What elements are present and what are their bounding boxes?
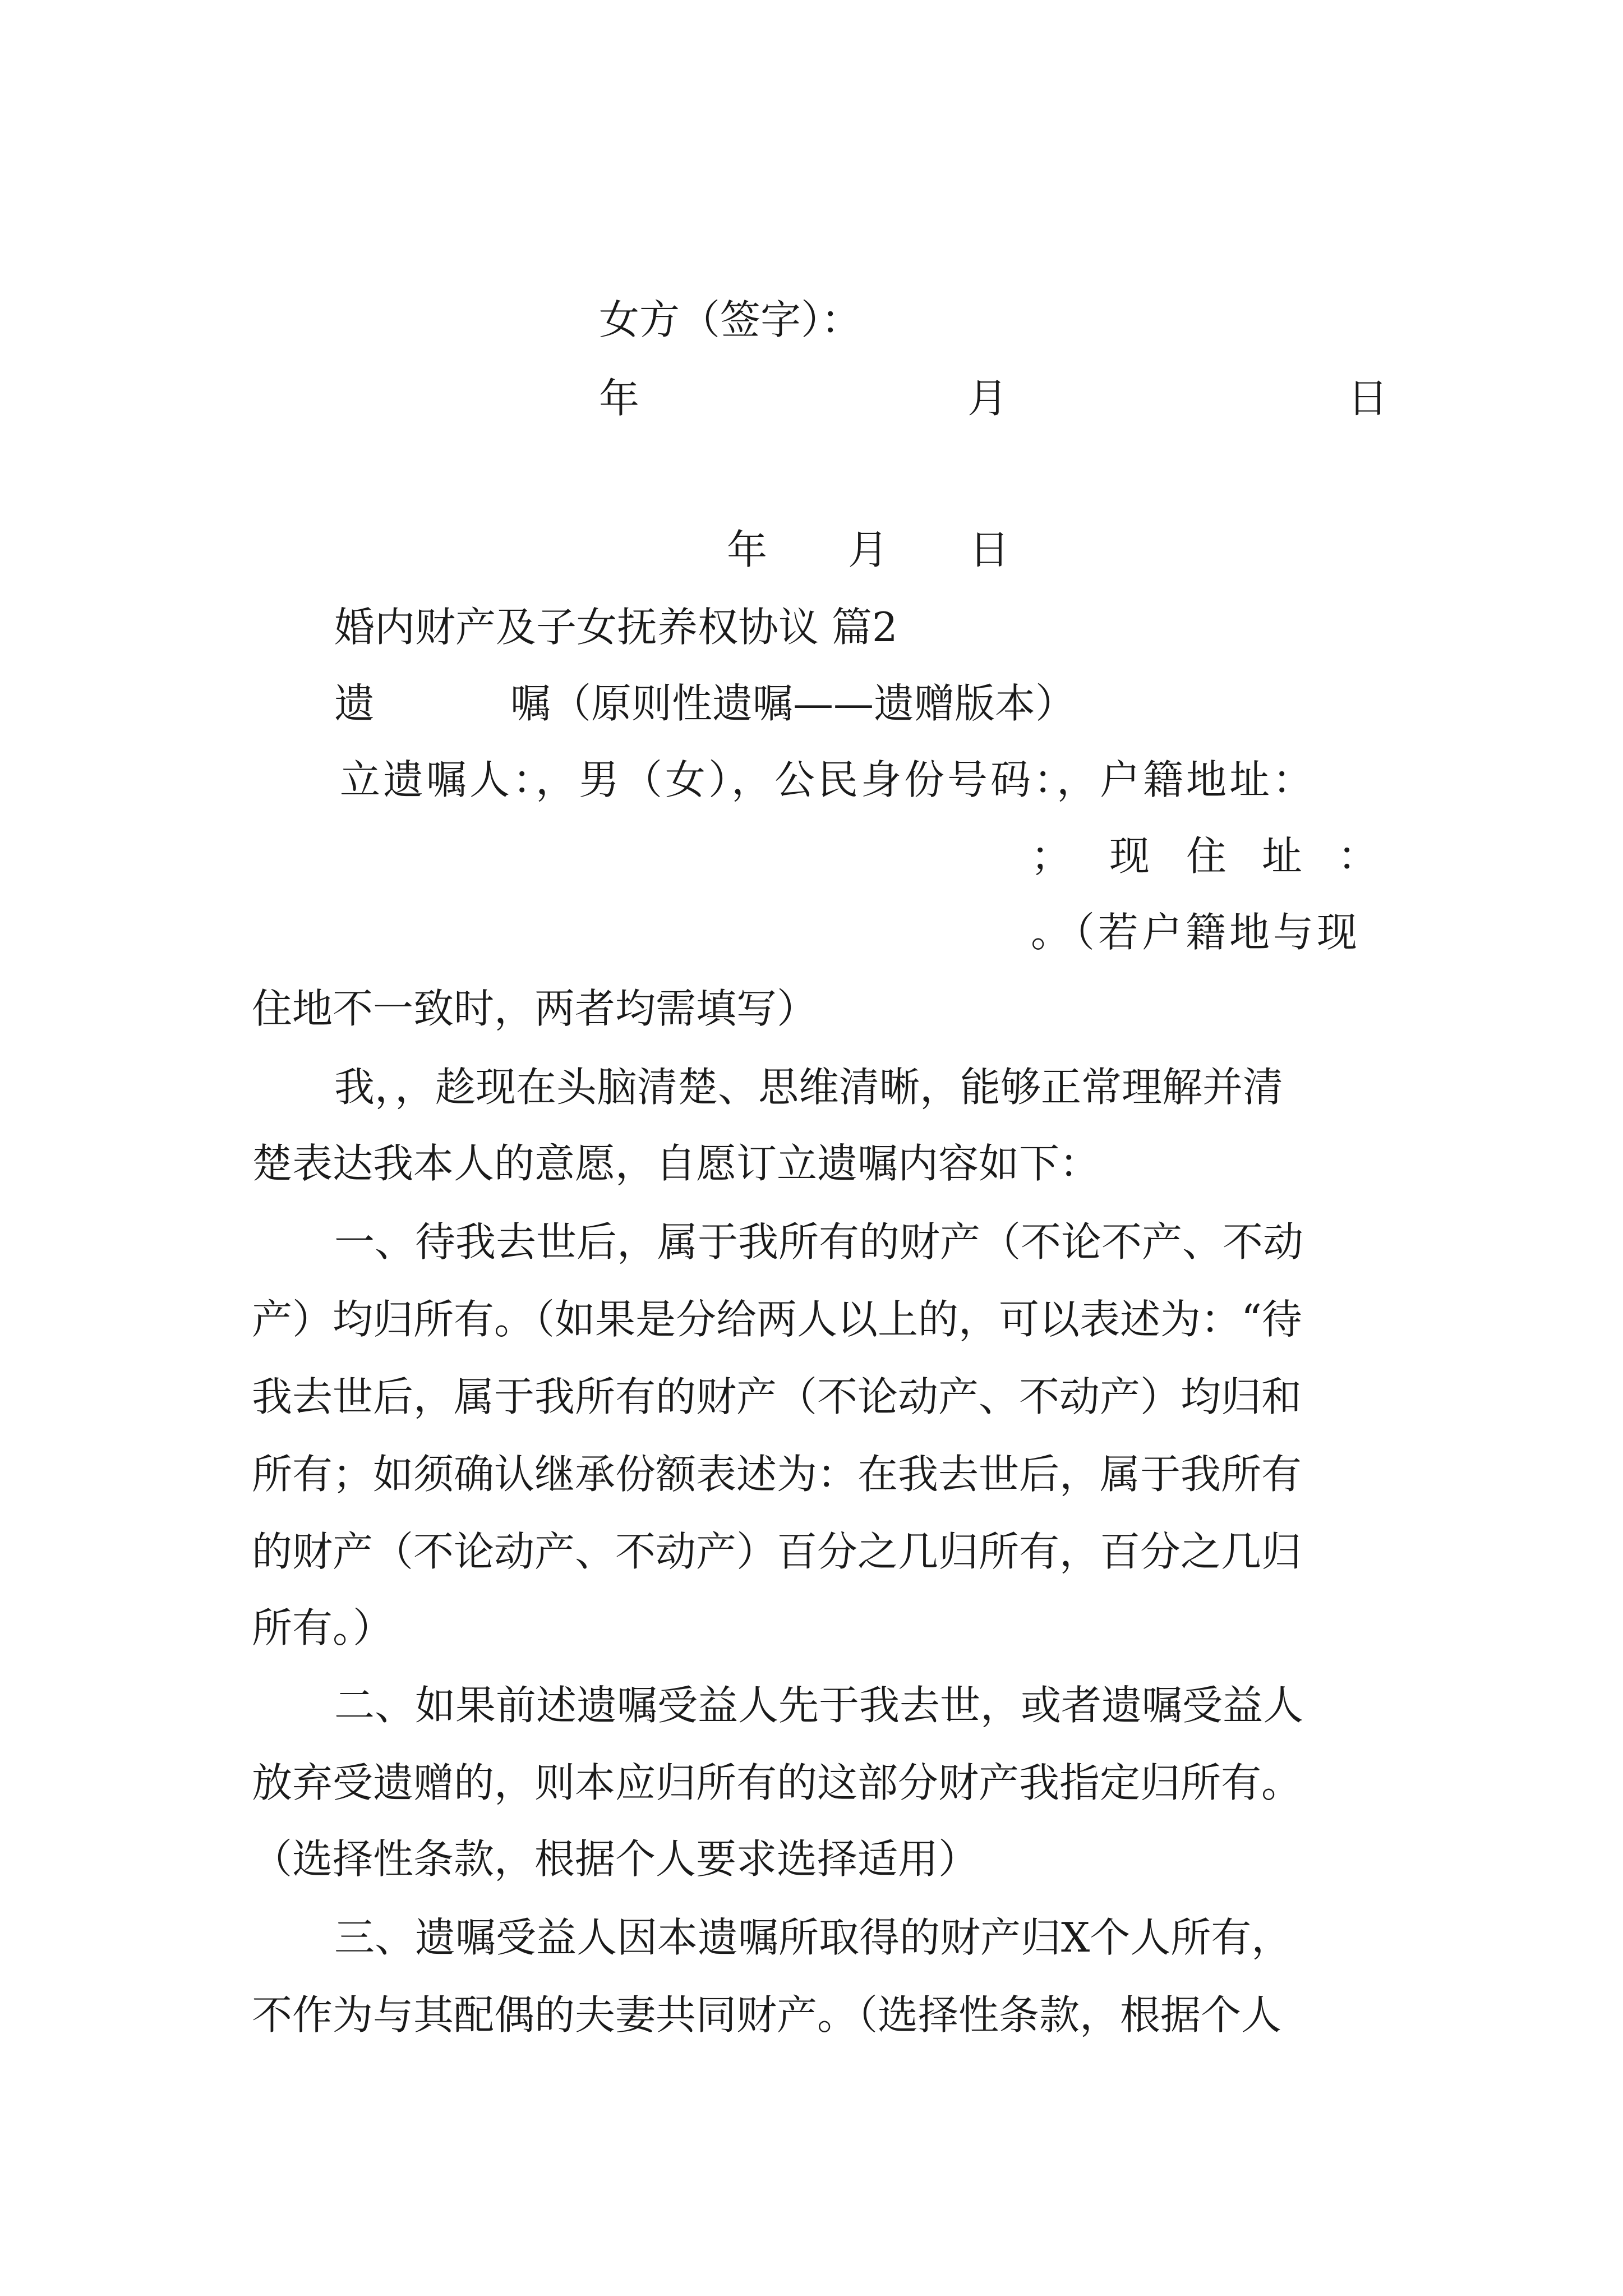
testator-line: 立遗嘱人：，男（女），公民身份号码：，户籍地址：	[340, 756, 1316, 803]
note-line-1: 。（若户籍地与现	[1031, 909, 1361, 956]
date-line: 年 月 日	[727, 526, 1010, 573]
paragraph-2-line-5: 的财产（不论动产、不动产）百分之几归所有，百分之几归	[252, 1528, 1302, 1575]
date-year: 年	[599, 375, 640, 422]
address-semicolon: ；	[1031, 832, 1072, 880]
paragraph-4-line-2: 不作为与其配偶的夫妻共同财产。（选择性条款，根据个人	[252, 1991, 1282, 2039]
section-heading: 婚内财产及子女抚养权协议 篇2	[334, 604, 898, 651]
will-title-right: 嘱（原则性遗嘱——遗赠版本）	[510, 680, 1076, 727]
address-char-2: 住	[1186, 832, 1227, 880]
paragraph-3-line-3: （选择性条款，根据个人要求选择适用）	[252, 1835, 979, 1883]
paragraph-1-line-2: 楚表达我本人的意愿，自愿订立遗嘱内容如下：	[252, 1140, 1100, 1187]
female-signature-label: 女方（签字）：	[599, 296, 862, 343]
address-colon: ：	[1338, 832, 1378, 880]
paragraph-2-line-2: 产）均归所有。（如果是分给两人以上的，可以表述为：“待	[252, 1296, 1302, 1343]
paragraph-4-line-1: 三、遗嘱受益人因本遗嘱所取得的财产归X个人所有，	[334, 1914, 1292, 1961]
paragraph-3-line-1: 二、如果前述遗嘱受益人先于我去世，或者遗嘱受益人	[334, 1682, 1304, 1729]
date-day: 日	[1348, 375, 1389, 422]
paragraph-1-line-1: 我，，趁现在头脑清楚、思维清晰，能够正常理解并清	[334, 1064, 1284, 1111]
date-month: 月	[967, 375, 1008, 422]
will-title-left: 遗	[334, 680, 375, 727]
note-line-2: 住地不一致时，两者均需填写）	[252, 985, 818, 1032]
paragraph-3-line-2: 放弃受遗赠的，则本应归所有的这部分财产我指定归所有。	[252, 1759, 1302, 1806]
address-char-1: 现	[1109, 832, 1150, 880]
paragraph-2-line-3: 我去世后，属于我所有的财产（不论动产、不动产）均归和	[252, 1373, 1302, 1420]
paragraph-2-line-1: 一、待我去世后，属于我所有的财产（不论不产、不动	[334, 1218, 1304, 1266]
paragraph-2-line-4: 所有；如须确认继承份额表述为：在我去世后，属于我所有	[252, 1451, 1302, 1498]
address-char-3: 址	[1262, 832, 1303, 880]
paragraph-2-line-6: 所有。）	[252, 1604, 394, 1651]
